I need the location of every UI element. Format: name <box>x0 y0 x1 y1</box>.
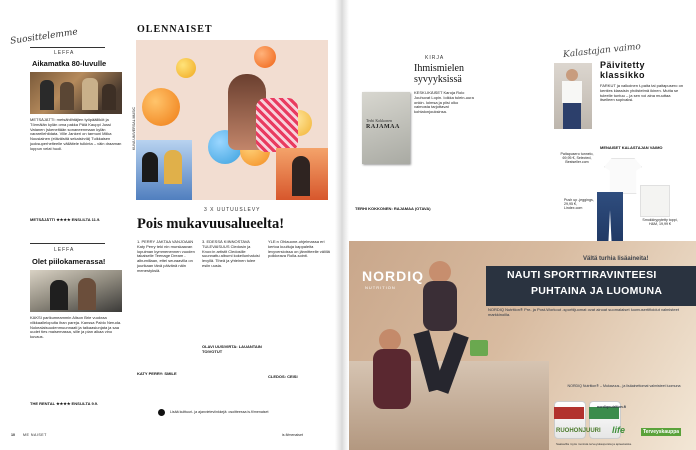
music-col1: 1. PERRY JAKTAA VANJOAAN Katy Perry teki nin murskaavan lopuiman kymmenennen vuoden takaiselle Teenage Dream -albumillaan, ettei seuraavilla on juurikaan tänä päivänä näin menestyksiä. <box>137 240 195 273</box>
ad-brand: NORDIQ <box>362 268 424 284</box>
section-script: Suosittelemme <box>9 27 79 47</box>
fashion-model-photo <box>554 63 592 129</box>
music-credits-1: KATY PERRY: SMILE <box>137 371 177 376</box>
movie-credits: METSÄJÄTTI ★★★★ ENSI-ILTA 11.9. <box>30 217 101 222</box>
divider <box>30 243 105 244</box>
music-photo-collage <box>136 40 328 200</box>
fashion-credits: MENAISET KALASTAJAN VAIMO <box>600 145 663 150</box>
fashion-item-2-label: Push up -jeggings, 29,95 €, Lindex.com <box>564 198 594 211</box>
top-image <box>640 185 670 217</box>
film-photo <box>30 270 122 312</box>
book-kicker: KIRJA <box>425 55 445 61</box>
music-footer-note: Lisää kulttuuri- ja ajanvieteviinkkejä: osoitteessa is.fi/menaiset <box>170 410 269 414</box>
movie-title: Aikamatka 80-luvulle <box>32 59 107 68</box>
ad-product-line: NORDIQ Nutrition® – Mukavuus-, ja lisäainettomat valmisteet luomuna <box>567 384 681 388</box>
film-title: Olet piilokamerassa! <box>32 257 106 266</box>
retailer-life: life <box>612 425 626 435</box>
divider <box>30 47 105 48</box>
eu-organic-icon <box>470 340 488 356</box>
fashion-item-1-label: Paitapusero tunnelo, 69,95 €, Selected, Bestseller.com <box>560 152 594 165</box>
movie-kicker: LEFFA <box>54 50 75 56</box>
ad-headline-2: PUHTAINA JA LUOMUNA <box>531 285 663 297</box>
retailer-ruohonjuuri: RUOHONJUURI <box>556 428 601 434</box>
blouse-image <box>604 158 642 194</box>
book-body: KESKI-IKÄISET Karoja Rolo Jouhuvat Lopin. Ioikka tulein-uura onkin. Ioimsa ja piisi olko vaimosta tarjottavat kohtalonjouksinsa. <box>414 91 474 115</box>
music-col2: 3. EDESSÄ KIINNOSTAVA TULEVAISUUS Cledosin ja Knox:in artistit Cledosille suunnattu albumi kokeilunhaluisi levyllä. Tiheä ja yhteinen tulee esiin uusia. <box>202 240 260 268</box>
fashion-title: Päivitetty klassikko <box>600 60 646 80</box>
book-cover-title: RAJAMAA <box>366 124 400 130</box>
page-number: 10 <box>11 433 15 437</box>
fashion-script: Kalastajan vaimo <box>562 41 642 61</box>
film-body: KAKSI parikumeammin Alison Brie vuokraa vilkkaallelopulta ihan pareja. Kanssa Pablo Neruda. Nokealaisuudenmuunnaati ja taikaasiunjata ja saa uudet ties maisemassa, sille ja pian alkaa vino kuvaus. <box>30 316 122 340</box>
page-gutter <box>335 0 349 450</box>
fashion-body: FARKUT ja valkoinen t-paita tai paitapusero on kenties klassisin yhdistelmä ikinen. Mutta se tuleelle tuntuu – ja sen voi aina muuttaa itselleen sopivaksi. <box>600 84 684 103</box>
music-title: Pois mukavuusalueelta! <box>137 216 285 232</box>
footer-url: is.fi/menaiset <box>282 433 303 437</box>
bullet-icon <box>158 409 165 416</box>
ad-body: NORDIQ Nutrition® Pre- ja Post-Workout -sporttijuomat ovat ainoat suomalaiset luomusertifioidut valmisteet markkinoilla. <box>488 307 679 317</box>
movie-photo <box>30 72 122 114</box>
music-kicker: 3 X UUTUUSLEVY <box>204 207 261 213</box>
ad-headline-1: NAUTI SPORTTIRAVINTEESI <box>507 269 657 281</box>
music-col3: YLE:n Ohlauone-ohjelmassa eri kertoa kuultuja kappaleita levyversioissa on jännitteelle välillä poikkeava Rolla-sointi. <box>268 240 330 259</box>
footer-brand: ME NAISET <box>23 433 47 437</box>
fashion-item-3-label: Smokkirypytetty toppi, H&M, 19,99 € <box>642 218 678 227</box>
book-title: Ihmismielen syvyyksissä <box>414 63 464 85</box>
ad-brand-sub: NUTRITION <box>365 285 396 290</box>
film-credits: THE RENTAL ★★★★ ENSI-ILTA 9.9. <box>30 401 99 406</box>
section-title: OLENNAISET <box>137 24 213 35</box>
ad-url: nordiqnutrition.fi <box>597 405 626 409</box>
book-cover-author: Terhi Kokkonen <box>366 118 393 123</box>
book-cover <box>362 92 410 164</box>
film-kicker: LEFFA <box>54 247 75 253</box>
movie-body: METSÄJÄTTI: metsähiihtäjien työpäälliköt ja Törmälän kylän oma pakka Päiä Kauppi Jussi Vatanen (skeneltään sonaneenmaan kylän varareilehtidata. Ville Jankeri on tarmuni Miika Nousiainen (eläväisitä sekaisirviä) Tuikkaisen juoksuperhelteelle välläitele tulkinta – väin draaman loppun velat huoli. <box>30 118 122 151</box>
music-credits-3: CLEDOS: CEISI <box>268 374 298 379</box>
music-credits-2: OLAVI UUSIVIRTA: LAUANTAIN TOIVOTUT <box>202 344 262 354</box>
music-photo-credit: KUVA UNIVERSAL MUSIC <box>132 106 136 150</box>
ad-tagline: Vältä turhia lisäaineita! <box>583 256 649 262</box>
book-credits: TERHI KOKKONEN: RAJAMAA (OTAVA) <box>355 206 431 211</box>
ad-fine-print: Saatavilla myös monista terveyskaupoista ja apteekeista. <box>556 442 632 446</box>
retailer-terveyskauppa: Terveyskauppa <box>643 429 680 435</box>
